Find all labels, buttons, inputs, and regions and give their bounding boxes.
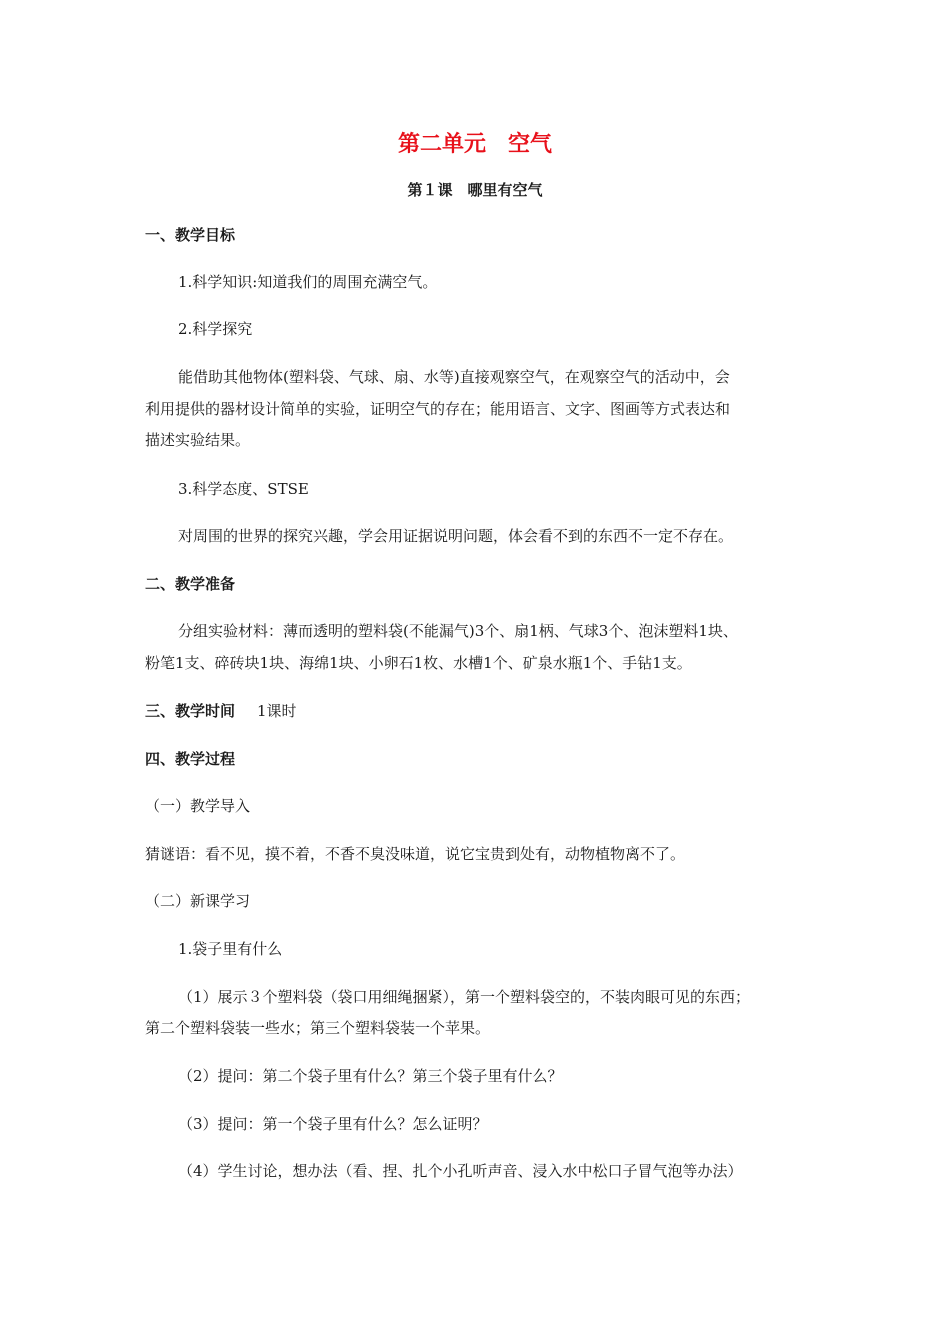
time-value: 1课时 <box>257 702 297 720</box>
lesson-title: 第１课 哪里有空气 <box>407 181 543 199</box>
objective-attitude-text: 对周围的世界的探究兴趣，学会用证据说明问题，体会看不到的东西不一定不存在。 <box>178 527 734 545</box>
objective-inquiry-heading: 2.科学探究 <box>178 320 253 338</box>
step1-sub3: （3）提问：第一个袋子里有什么？怎么证明？ <box>178 1115 488 1133</box>
preparation-heading: 二、教学准备 <box>145 575 236 593</box>
process-heading: 四、教学过程 <box>145 750 236 768</box>
objective-attitude-heading: 3.科学态度、STSE <box>178 480 309 498</box>
unit-title: 第二单元 空气 <box>397 131 552 157</box>
preparation-text-line2: 粉笔1支、碎砖块1块、海绵1块、小卵石1枚、水槽1个、矿泉水瓶1个、手钻1支。 <box>145 654 692 672</box>
time-heading: 三、教学时间 <box>145 702 236 720</box>
step1-sub2: （2）提问：第二个袋子里有什么？第三个袋子里有什么？ <box>178 1067 563 1085</box>
step1-sub1-line2: 第二个塑料袋装一些水；第三个塑料袋装一个苹果。 <box>145 1019 491 1037</box>
step1-sub1-line1: （1）展示３个塑料袋（袋口用细绳捆紧），第一个塑料袋空的，不装肉眼可见的东西； <box>178 988 751 1006</box>
new-lesson-heading: （二）新课学习 <box>145 892 251 910</box>
objective-inquiry-text-line2: 利用提供的器材设计简单的实验，证明空气的存在；能用语言、文字、图画等方式表达和 <box>145 400 731 418</box>
step1-sub4: （4）学生讨论，想办法（看、捏、扎个小孔听声音、浸入水中松口子冒气泡等办法） <box>178 1162 743 1180</box>
riddle-text: 猜谜语：看不见，摸不着，不香不臭没味道，说它宝贵到处有，动物植物离不了。 <box>145 845 686 863</box>
objective-knowledge: 1.科学知识:知道我们的周围充满空气。 <box>178 273 438 291</box>
time-row <box>145 700 825 722</box>
objective-inquiry-text-line1: 能借助其他物体(塑料袋、气球、扇、水等)直接观察空气，在观察空气的活动中，会 <box>178 368 730 386</box>
objectives-heading: 一、教学目标 <box>145 226 236 244</box>
preparation-text-line1: 分组实验材料：薄而透明的塑料袋(不能漏气)3个、扇1柄、气球3个、泡沫塑料1块、 <box>178 622 738 640</box>
intro-heading: （一）教学导入 <box>145 797 251 815</box>
step1-heading: 1.袋子里有什么 <box>178 940 283 958</box>
objective-inquiry-text-line3: 描述实验结果。 <box>145 431 251 449</box>
